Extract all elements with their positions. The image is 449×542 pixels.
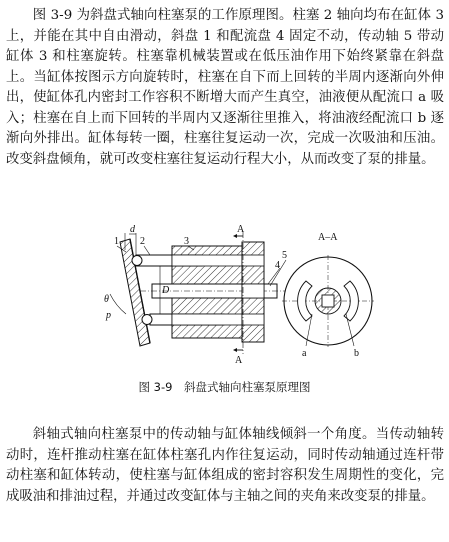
label-theta: θ bbox=[104, 294, 109, 305]
section-view-a-a bbox=[282, 255, 374, 347]
label-D: D bbox=[162, 285, 170, 296]
paragraph-bent-axis-pump: 斜轴式轴向柱塞泵中的传动轴与缸体轴线倾斜一个角度。当传动轴转动时，连杆推动柱塞在缸体柱塞孔内作往复运动，同时传动轴通过连杆带动柱塞和缸体转动，使柱塞与缸体组成的密封容积发生周期性的变化，完成吸油和排油过程，并通过改变缸体与主轴之间的夹角来改变泵的排量。 bbox=[6, 427, 444, 504]
label-p: p bbox=[106, 310, 111, 321]
label-d: d bbox=[130, 224, 135, 235]
label-part-4: 4 bbox=[275, 260, 280, 271]
label-section-a-top: A bbox=[237, 224, 245, 235]
valve-plate bbox=[242, 242, 264, 342]
label-section-a-bottom: A bbox=[235, 355, 243, 366]
label-part-2: 2 bbox=[140, 236, 145, 247]
figure-caption: 图 3-9 斜盘式轴向柱塞泵原理图 bbox=[138, 380, 311, 394]
label-part-5: 5 bbox=[282, 250, 287, 261]
label-section-view: A–A bbox=[318, 232, 338, 243]
label-port-b: b bbox=[354, 348, 359, 359]
pump-principle-figure bbox=[100, 222, 400, 372]
label-part-1: 1 bbox=[114, 236, 119, 247]
label-part-3: 3 bbox=[184, 236, 189, 247]
paragraph-swashplate-pump: 图 3-9 为斜盘式轴向柱塞泵的工作原理图。柱塞 2 轴向均布在缸体 3 上，并能在其中自由滑动，斜盘 1 和配流盘 4 固定不动，传动轴 5 带动缸体 3 和柱塞旋转。柱塞靠机械装置或在低压油作用下始终紧靠在斜盘上。当缸体按图示方向旋转时，柱塞在自下而上回转的半周内逐渐向外伸出，使缸体孔内密封工作容积不断增大而产生真空，油液便从配流口 a 吸入；柱塞在自上而下回转的半周内又逐渐往里推入，将油液经配流口 b 逐渐向外排出。缸体每转一圈，柱塞往复运动一次，完成一次吸油和压油。改变斜盘倾角，就可改变柱塞往复运动行程大小，从而改变了泵的排量。 bbox=[6, 8, 444, 167]
label-port-a: a bbox=[302, 348, 307, 359]
